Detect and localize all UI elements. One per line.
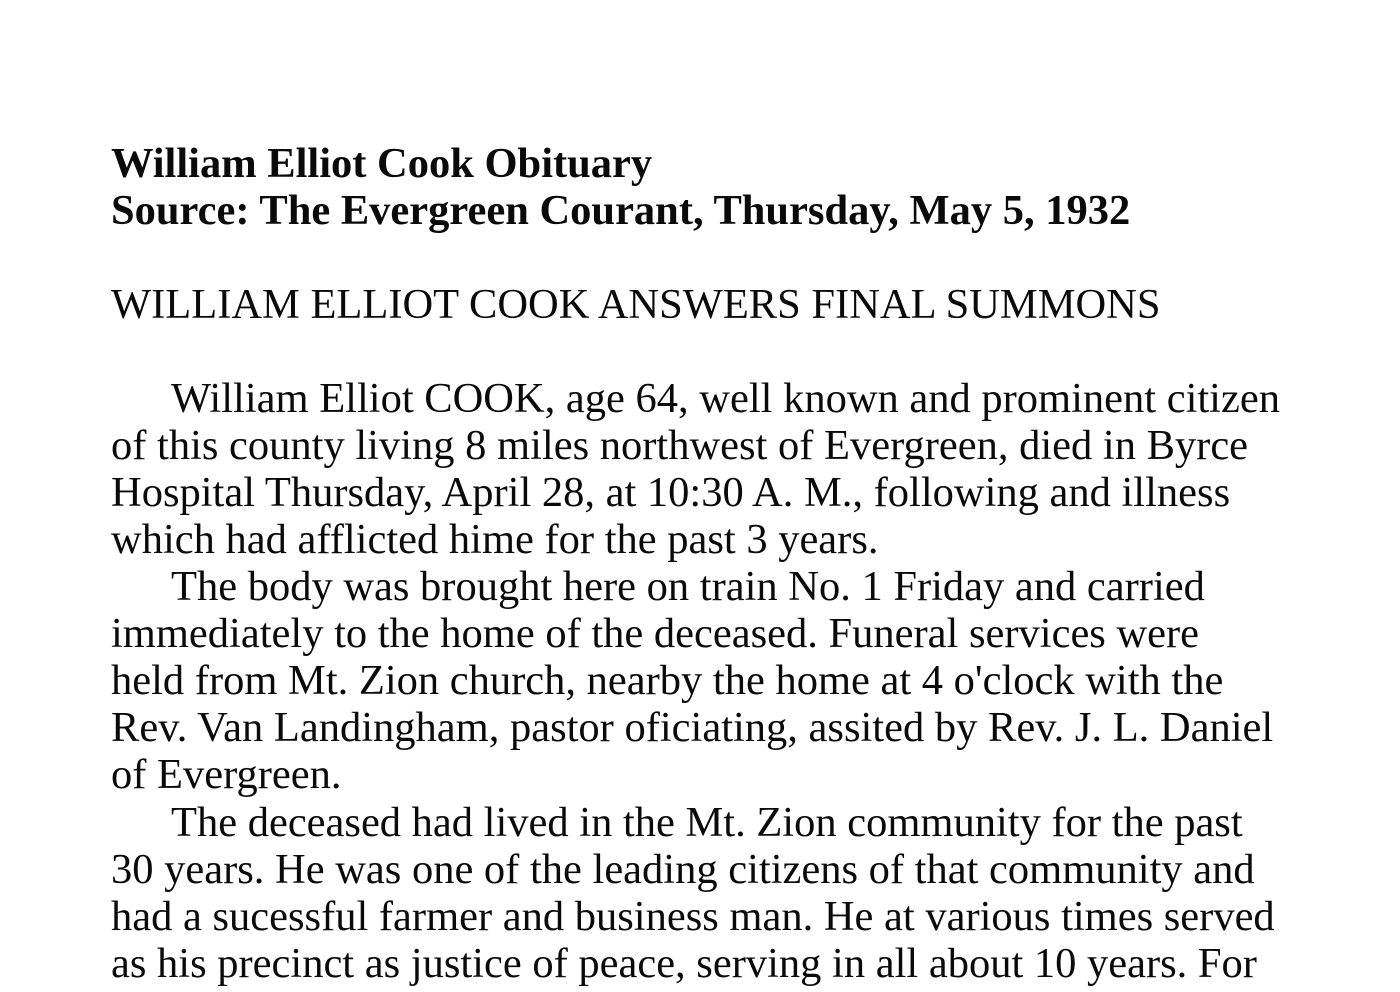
body-line: Hospital Thursday, April 28, at 10:30 A. M., following and illness — [111, 469, 1231, 516]
body-line: as his precinct as justice of peace, serving in all about 10 years. For — [111, 940, 1257, 987]
body-line: of this county living 8 miles northwest of Evergreen, died in Byrce — [111, 422, 1249, 469]
body-line: held from Mt. Zion church, nearby the home at 4 o'clock with the — [111, 657, 1224, 704]
article-headline: WILLIAM ELLIOT COOK ANSWERS FINAL SUMMONS — [111, 281, 1161, 328]
obituary-title: William Elliot Cook Obituary — [111, 140, 653, 187]
body-line: The deceased had lived in the Mt. Zion community for the past — [171, 799, 1243, 846]
body-line: of Evergreen. — [111, 751, 342, 798]
body-line: 30 years. He was one of the leading citizens of that community and — [111, 846, 1255, 893]
body-line: Rev. Van Landingham, pastor oficiating, assited by Rev. J. L. Daniel — [111, 704, 1274, 751]
body-line: which had afflicted hime for the past 3 years. — [111, 516, 879, 563]
source-line: Source: The Evergreen Courant, Thursday, May 5, 1932 — [111, 187, 1131, 234]
body-line: The body was brought here on train No. 1 Friday and carried — [171, 563, 1205, 610]
body-line: had a sucessful farmer and business man. He at various times served — [111, 893, 1275, 940]
body-line: immediately to the home of the deceased. Funeral services were — [111, 610, 1200, 657]
body-line: William Elliot COOK, age 64, well known and prominent citizen — [171, 375, 1280, 422]
document-page — [111, 0, 1400, 992]
